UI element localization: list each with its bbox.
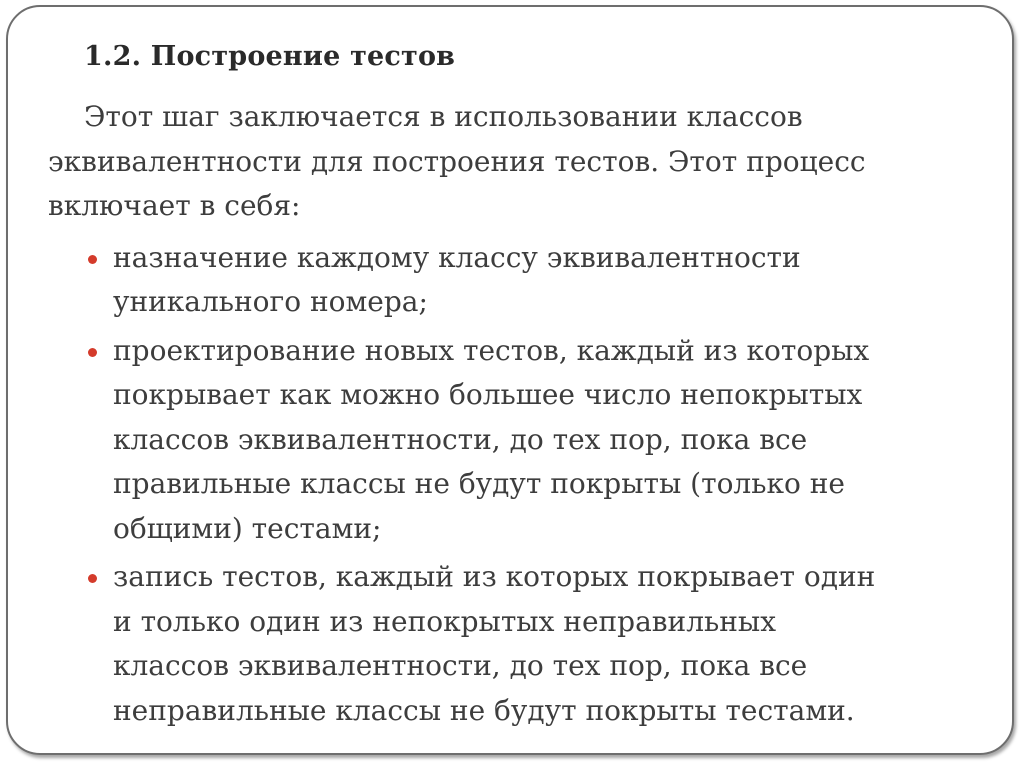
bullet-dot-icon — [88, 348, 97, 357]
item-line: классов эквивалентности, до тех пор, пока все — [113, 422, 808, 456]
item-line: классов эквивалентности, до тех пор, пока все — [113, 649, 808, 682]
list-item — [48, 329, 998, 552]
intro-line: эквивалентности для построения тестов. Этот процесс — [48, 144, 866, 178]
intro-line: включает в себя: — [48, 189, 301, 222]
item-line: назначение каждому классу эквивалентности — [113, 240, 801, 274]
item-line: неправильные классы не будут покрыты тестами. — [113, 693, 855, 727]
item-line: покрывает как можно большее число непокрытых — [113, 378, 863, 411]
list-item — [48, 236, 998, 325]
item-line: правильные классы не будут покрыты (только не — [113, 467, 845, 500]
bullet-dot-icon — [88, 574, 97, 583]
item-line: запись тестов, каждый из которых покрывает один — [113, 560, 876, 593]
list-item — [48, 555, 998, 733]
intro-paragraph — [48, 95, 948, 229]
item-line: проектирование новых тестов, каждый из которых — [113, 333, 870, 367]
bullet-list — [48, 236, 998, 734]
item-line: и только один из непокрытых неправильных — [113, 604, 776, 638]
slide-content — [48, 95, 998, 737]
item-line: уникального номера; — [113, 285, 428, 318]
slide-title: 1.2. Построение тестов — [84, 41, 456, 72]
item-line: общими) тестами; — [113, 511, 382, 545]
bullet-dot-icon — [88, 255, 97, 264]
intro-line: Этот шаг заключается в использовании классов — [84, 100, 803, 133]
